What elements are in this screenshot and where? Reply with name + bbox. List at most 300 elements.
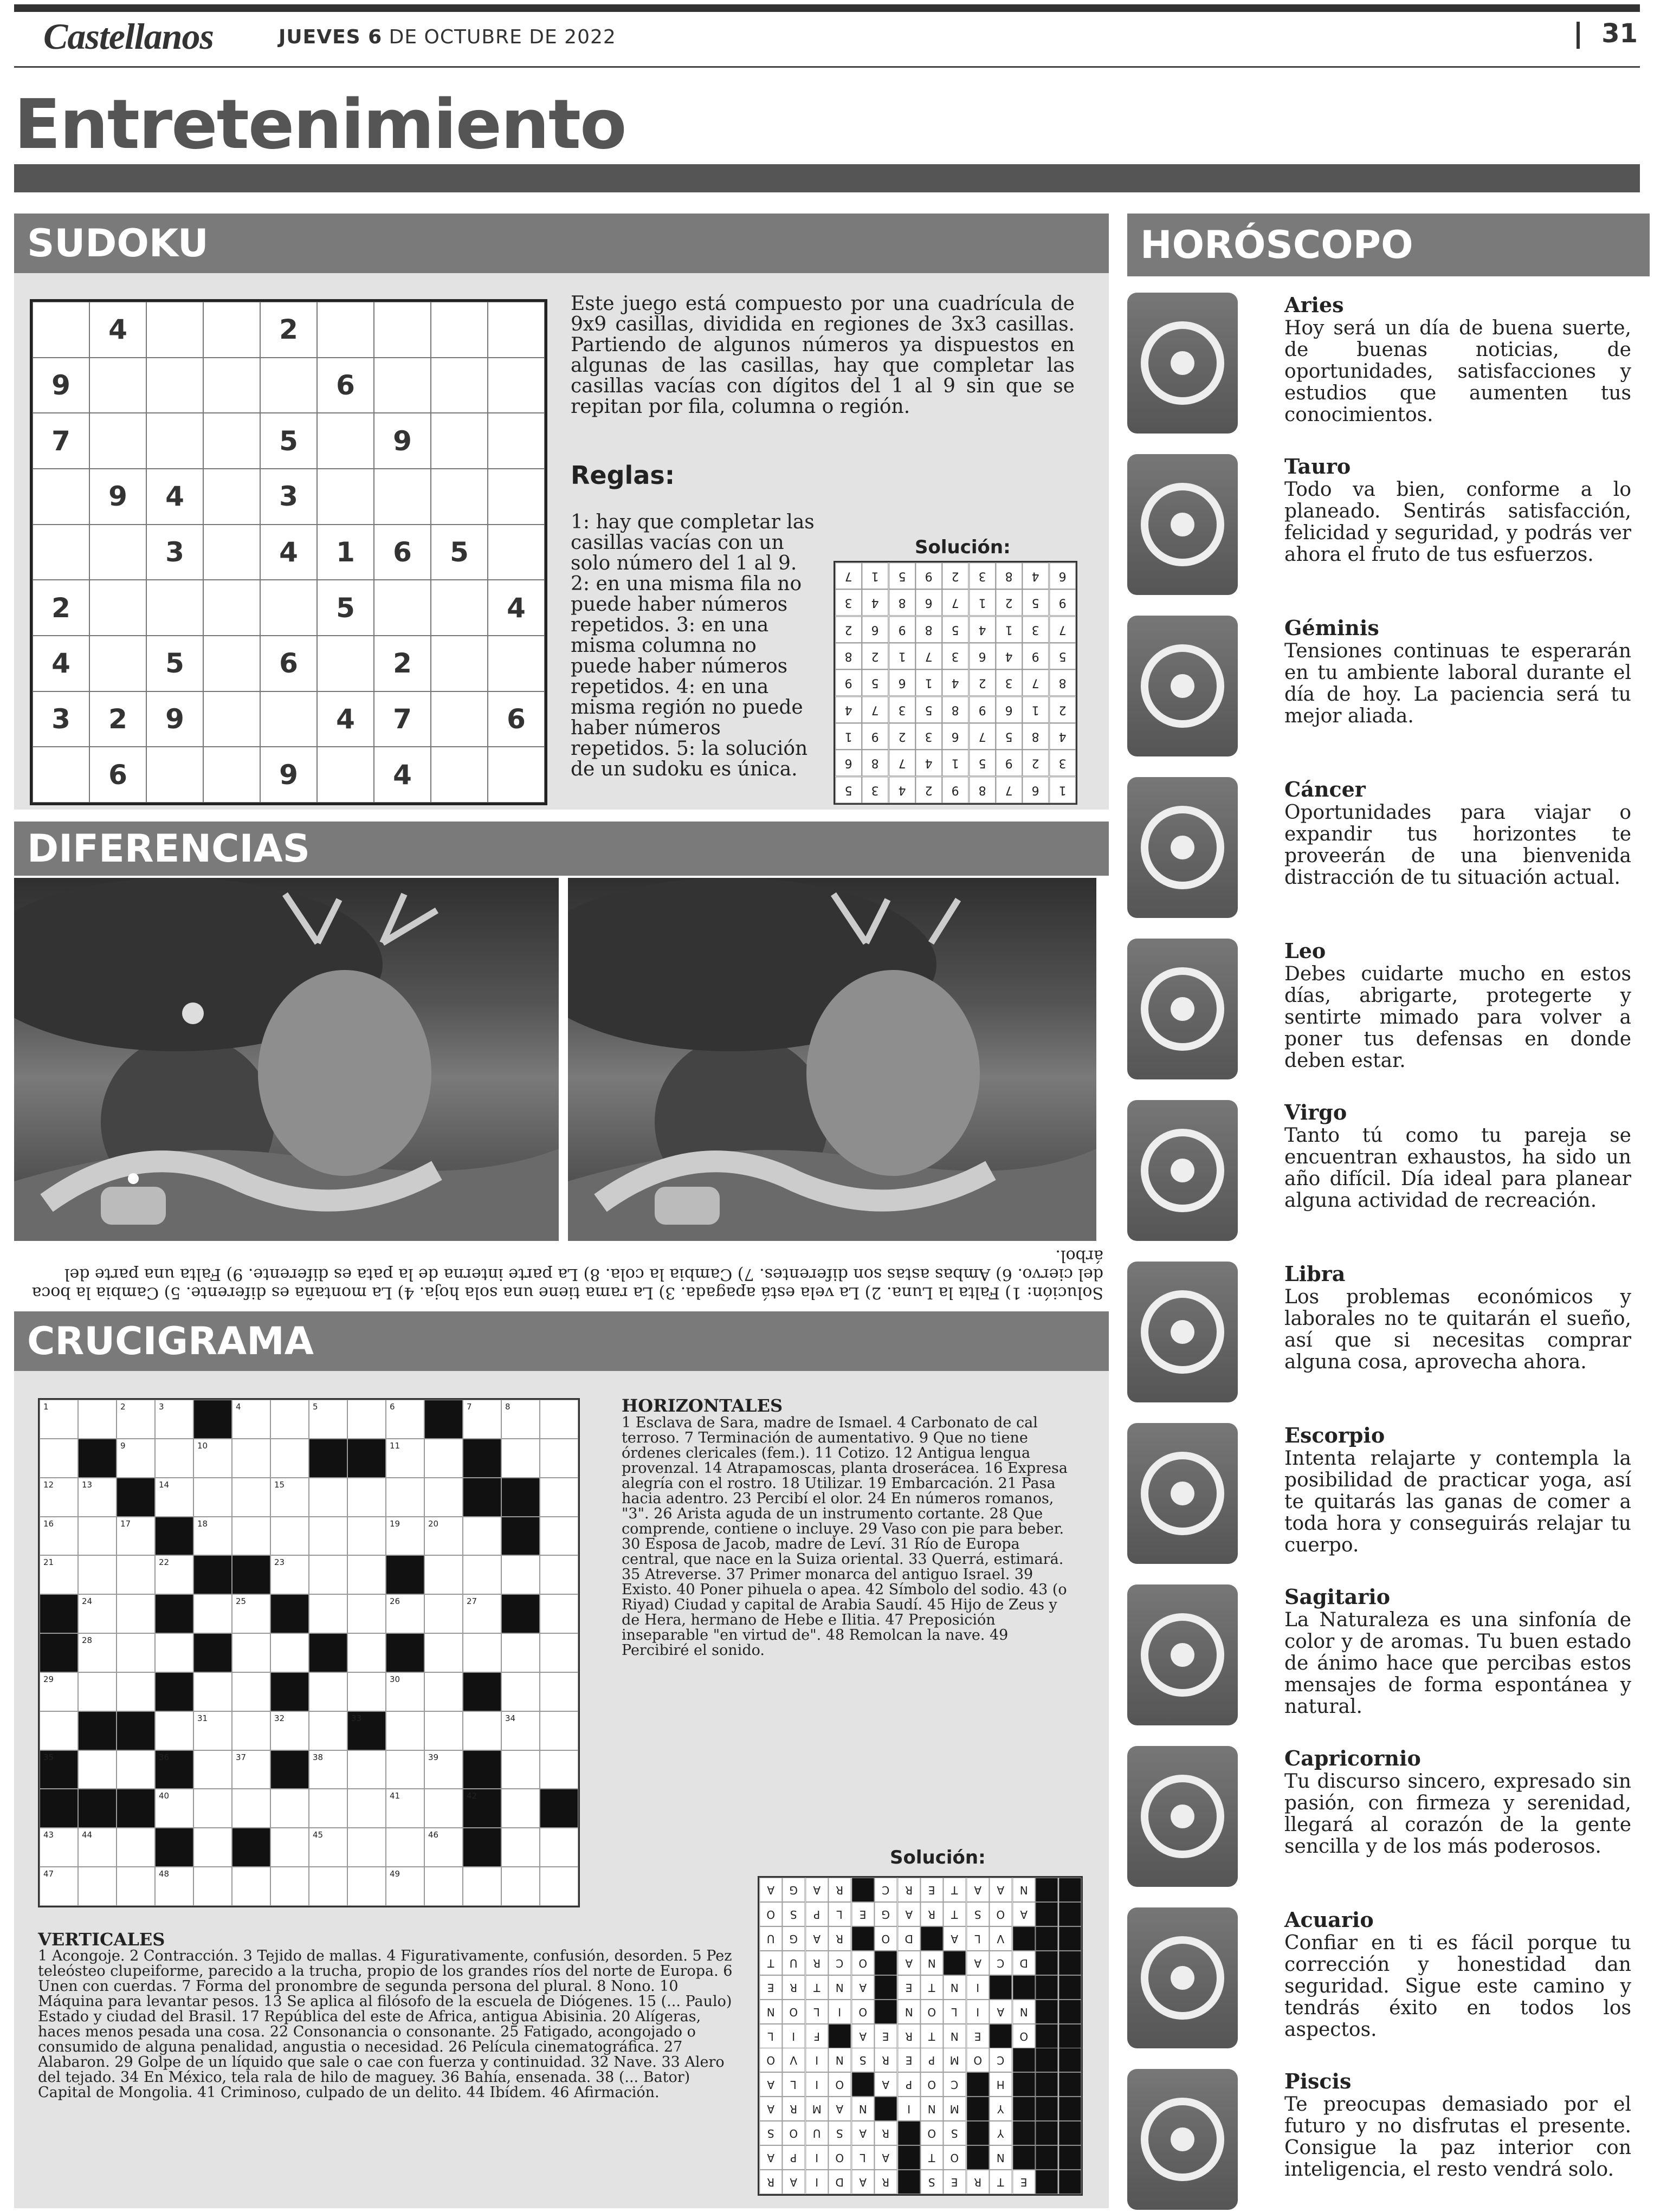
- crossword-solution-cell: R: [897, 2024, 920, 2048]
- crossword-cell: [155, 1594, 193, 1633]
- crossword-solution-cell: [874, 2097, 897, 2121]
- crossword-cell: [155, 1439, 193, 1478]
- crossword-solution-cell: O: [1012, 2024, 1035, 2048]
- sudoku-cell: 3: [33, 691, 89, 747]
- sudoku-solution-cell: 5: [1049, 643, 1076, 669]
- crossword-cell: [40, 1478, 78, 1517]
- crossword-solution-cell: [1035, 1878, 1058, 1902]
- section-bar: [14, 164, 1640, 192]
- sudoku-cell: [146, 747, 203, 803]
- diferencias-header: DIFERENCIAS: [14, 822, 1109, 876]
- crossword-cell-number: 42: [467, 1791, 477, 1801]
- crossword-cell-number: 29: [43, 1674, 54, 1684]
- crossword-cell-number: 31: [197, 1713, 208, 1723]
- sudoku-cell: [89, 580, 146, 636]
- crossword-cell: [501, 1517, 540, 1556]
- crossword-cell: [347, 1867, 386, 1906]
- horoscope-sign-text: Tu discurso sincero, expresado sin pasión, con firmeza y serenidad, llegará al corazón de la gente sencilla y de los más poderosos.: [1284, 1770, 1631, 1858]
- sudoku-solution-cell: 4: [835, 696, 862, 723]
- crossword-cell: [463, 1517, 501, 1556]
- crossword-solution-cell: [897, 2145, 920, 2170]
- crossword-cell-number: 3: [159, 1402, 164, 1412]
- horoscope-sign-name: Libra: [1284, 1262, 1346, 1286]
- crossword-solution-cell: E: [920, 1878, 943, 1902]
- crossword-solution-cell: A: [759, 1878, 782, 1902]
- crossword-cell: [155, 1400, 193, 1439]
- sudoku-cell: 4: [317, 691, 374, 747]
- sudoku-cell: [260, 691, 317, 747]
- sudoku-solution-cell: 8: [862, 749, 888, 776]
- horoscope-sign-name: Cáncer: [1284, 777, 1366, 801]
- sudoku-solution-cell: 9: [969, 696, 996, 723]
- sudoku-cell: [488, 525, 545, 580]
- sudoku-cell: 4: [146, 469, 203, 525]
- crossword-solution-cell: T: [759, 1951, 782, 1975]
- sudoku-cell: [203, 413, 260, 469]
- crossword-cell: [270, 1439, 309, 1478]
- crossword-cell-number: 20: [428, 1518, 439, 1529]
- sudoku-cell: [203, 302, 260, 358]
- sudoku-solution-cell: 5: [1022, 589, 1049, 616]
- crossword-cell: [386, 1594, 424, 1633]
- crossword-solution-cell: [874, 2000, 897, 2024]
- sudoku-cell: [431, 469, 488, 525]
- crossword-cell-number: 26: [390, 1596, 400, 1607]
- crossword-solution-cell: O: [759, 2048, 782, 2072]
- sudoku-solution-cell: 3: [835, 589, 862, 616]
- crossword-solution-cell: T: [920, 2145, 943, 2170]
- sudoku-cell: [146, 302, 203, 358]
- crossword-cell: [386, 1789, 424, 1828]
- sudoku-cell: [431, 580, 488, 636]
- crossword-cell-number: 24: [82, 1596, 93, 1607]
- crossword-solution-cell: U: [805, 2121, 828, 2145]
- crossword-solution-cell: L: [805, 2000, 828, 2024]
- crossword-solution-cell: A: [897, 1902, 920, 1926]
- crossword-cell-number: 5: [313, 1402, 318, 1412]
- crossword-cell: [155, 1555, 193, 1594]
- crossword-cell: [463, 1400, 501, 1439]
- sudoku-solution-cell: 7: [1049, 616, 1076, 643]
- crossword-cell: [232, 1750, 270, 1789]
- crossword-cell: [78, 1750, 117, 1789]
- crossword-grid: [38, 1398, 580, 1907]
- crossword-cell-number: 36: [159, 1752, 170, 1762]
- sudoku-solution-cell: 3: [862, 777, 888, 803]
- sudoku-cell: [203, 636, 260, 691]
- sudoku-cell: 4: [89, 302, 146, 358]
- crossword-cell: [270, 1750, 309, 1789]
- crossword-solution-cell: [851, 2072, 874, 2097]
- crossword-solution-cell: R: [805, 1951, 828, 1975]
- crossword-solution-cell: S: [828, 2121, 851, 2145]
- sudoku-cell: [33, 302, 89, 358]
- crossword-cell-number: 22: [159, 1557, 170, 1568]
- crossword-cell: [501, 1750, 540, 1789]
- horoscope-sign-text: Oportunidades para viajar o expandir tus horizontes te proveerán de una bienvenida distracción de tu situación actual.: [1284, 801, 1631, 889]
- sudoku-solution-cell: 1: [862, 562, 888, 589]
- crossword-cell: [270, 1789, 309, 1828]
- crossword-solution-cell: A: [759, 2097, 782, 2121]
- sudoku-solution-cell: 6: [862, 616, 888, 643]
- horoscope-sign-text: Hoy será un día de buena suerte, de buenas noticias, de oportunidades, satisfacciones y estudios que aumenten tus conocimientos.: [1284, 317, 1631, 426]
- crossword-solution-cell: C: [989, 1951, 1012, 1975]
- crossword-cell: [386, 1555, 424, 1594]
- sudoku-cell: 6: [374, 525, 431, 580]
- sudoku-cell: 5: [431, 525, 488, 580]
- crossword-solution-cell: E: [759, 1975, 782, 2000]
- crossword-cell: [386, 1711, 424, 1750]
- sudoku-solution-cell: 6: [969, 643, 996, 669]
- crossword-cell: [424, 1555, 463, 1594]
- crossword-solution-cell: A: [805, 1926, 828, 1951]
- crossword-solution-cell: T: [989, 2170, 1012, 2194]
- sudoku-grid: [30, 299, 547, 805]
- crossword-cell-number: 28: [82, 1635, 93, 1646]
- crossword-cell: [540, 1789, 578, 1828]
- crossword-cell-number: 6: [390, 1402, 395, 1412]
- sudoku-solution-cell: 5: [942, 616, 968, 643]
- crossword-cell-number: 41: [390, 1791, 400, 1801]
- crossword-solution-cell: L: [851, 2145, 874, 2170]
- sudoku-cell: 2: [374, 636, 431, 691]
- sudoku-solution-cell: 2: [915, 777, 942, 803]
- dateline: JUEVES 6 DE OCTUBRE DE 2022: [279, 26, 616, 48]
- crossword-cell: [117, 1594, 155, 1633]
- crossword-cell: [386, 1750, 424, 1789]
- crossword-cell: [463, 1478, 501, 1517]
- sagittarius-icon: [1127, 1584, 1238, 1725]
- sudoku-cell: [431, 636, 488, 691]
- crossword-cell: [501, 1633, 540, 1672]
- crossword-solution-cell: [966, 2121, 989, 2145]
- sudoku-solution-cell: 8: [1022, 723, 1049, 749]
- sudoku-cell: 6: [488, 691, 545, 747]
- sudoku-cell: [374, 358, 431, 413]
- crossword-solution-cell: R: [782, 1975, 805, 2000]
- crossword-cell: [78, 1517, 117, 1556]
- crossword-cell-number: 7: [467, 1402, 472, 1412]
- crossword-solution-cell: [874, 1975, 897, 2000]
- leo-icon: [1127, 939, 1238, 1079]
- crossword-solution-cell: U: [759, 1926, 782, 1951]
- crossword-cell: [40, 1555, 78, 1594]
- crossword-cell-number: 1: [43, 1402, 49, 1412]
- sudoku-cell: [431, 413, 488, 469]
- crossword-cell: [270, 1400, 309, 1439]
- crossword-cell: [424, 1633, 463, 1672]
- crossword-solution-cell: [1035, 2170, 1058, 2194]
- crossword-solution-cell: O: [943, 2145, 966, 2170]
- crossword-cell: [270, 1672, 309, 1711]
- sudoku-solution-cell: 9: [862, 723, 888, 749]
- crossword-solution-cell: [1035, 2024, 1058, 2048]
- crossword-cell: [40, 1867, 78, 1906]
- horoscope-sign-name: Tauro: [1284, 454, 1351, 478]
- sudoku-solution-cell: 4: [942, 669, 968, 696]
- sudoku-solution-cell: 7: [942, 589, 968, 616]
- crossword-solution-cell: C: [828, 1951, 851, 1975]
- crossword-solution-cell: O: [759, 1902, 782, 1926]
- crossword-solution-cell: N: [851, 2097, 874, 2121]
- crossword-solution-cell: I: [828, 2000, 851, 2024]
- crossword-solution-cell: L: [966, 1926, 989, 1951]
- sudoku-cell: [488, 358, 545, 413]
- crossword-solution-cell: A: [897, 1951, 920, 1975]
- crossword-cell: [347, 1828, 386, 1867]
- crossword-solution-cell: D: [1012, 1951, 1035, 1975]
- sudoku-solution-cell: 8: [835, 643, 862, 669]
- crossword-cell: [193, 1672, 232, 1711]
- crossword-cell: [347, 1555, 386, 1594]
- crossword-solution-cell: E: [874, 2024, 897, 2048]
- sudoku-solution-cell: 4: [969, 616, 996, 643]
- crossword-solution-cell: E: [966, 2024, 989, 2048]
- scorpio-icon: [1127, 1423, 1238, 1564]
- sudoku-solution-cell: 6: [1049, 562, 1076, 589]
- crossword-cell: [40, 1672, 78, 1711]
- crossword-cell: [463, 1828, 501, 1867]
- crossword-solution-cell: R: [828, 1878, 851, 1902]
- verticales-clues: 1 Acongoje. 2 Contracción. 3 Tejido de mallas. 4 Figurativamente, confusión, desorden. 5 Pez teleósteo clupeiforme, parecido a la truchа, propio de los grandes ríos del norte de Europa. 6 Unen con cuerdas. 7 Forma del pronombre de segunda persona del plural. 8 Nono. 10 Máquina para levantar pesos. 13 Se aplica al filósofo de la escuela de Diógenes. 15 (... Paulo) Estado y ciudad del Brasil. 17 República del este de Africa, antigua Abisinia. 20 Alígeras, haces menos pesada una cosa. 22 Consonancia o consonante. 25 Fatigado, acongojado o consumido de alguna penalidad, angustia o necesidad. 26 Película cinematográfica. 27 Alabaron. 29 Golpe de un líquido que sale o cae con fuerza y continuidad. 32 Nave. 33 Alero del tejado. 34 En México, tela rala de hilo de maguey. 36 Bahía, ensenada. 38 (... Bator) Capital de Mongolia. 41 Criminoso, culpado de un delito. 44 Ibídem. 46 Afirmación.: [38, 1948, 733, 2101]
- sudoku-solution-title: Solución:: [915, 536, 1011, 558]
- crossword-solution-grid: [758, 1876, 1083, 2196]
- crossword-solution-cell: [1035, 2000, 1058, 2024]
- sudoku-solution-cell: 1: [996, 616, 1022, 643]
- crossword-solution-cell: N: [828, 1975, 851, 2000]
- sudoku-cell: 6: [89, 747, 146, 803]
- crossword-cell: [232, 1439, 270, 1478]
- crossword-cell: [386, 1400, 424, 1439]
- crossword-cell: [424, 1711, 463, 1750]
- crossword-cell: [309, 1867, 347, 1906]
- sudoku-cell: [203, 747, 260, 803]
- crossword-cell: [78, 1594, 117, 1633]
- crossword-cell: [117, 1400, 155, 1439]
- gemini-icon: [1127, 616, 1238, 756]
- crossword-cell: [155, 1517, 193, 1556]
- sudoku-solution-cell: 9: [1049, 589, 1076, 616]
- crossword-solution-cell: N: [828, 2048, 851, 2072]
- crossword-cell: [232, 1633, 270, 1672]
- crossword-solution-cell: E: [851, 1902, 874, 1926]
- sudoku-solution-cell: 2: [1022, 749, 1049, 776]
- crossword-solution-cell: C: [874, 1878, 897, 1902]
- crossword-solution-cell: [1058, 2000, 1081, 2024]
- sudoku-cell: [488, 413, 545, 469]
- sudoku-solution-cell: 1: [942, 749, 968, 776]
- sudoku-cell: 5: [260, 413, 317, 469]
- crossword-solution-cell: [1012, 2097, 1035, 2121]
- crossword-cell: [193, 1633, 232, 1672]
- crossword-cell: [347, 1633, 386, 1672]
- crossword-cell-number: 25: [236, 1596, 247, 1607]
- crossword-cell: [424, 1750, 463, 1789]
- sudoku-cell: 3: [146, 525, 203, 580]
- crossword-cell: [424, 1867, 463, 1906]
- horoscope-sign-text: La Naturaleza es una sinfonía de color y de aromas. Tu buen estado de ánimo hace que percibas estos mensajes de forma espontánea y natural.: [1284, 1609, 1631, 1718]
- sudoku-cell: [33, 469, 89, 525]
- aquarius-icon: [1127, 1907, 1238, 2048]
- crossword-cell: [463, 1439, 501, 1478]
- crossword-cell: [270, 1633, 309, 1672]
- crossword-solution-cell: O: [989, 1902, 1012, 1926]
- sudoku-solution-cell: 5: [915, 696, 942, 723]
- sudoku-solution-cell: 4: [889, 777, 915, 803]
- sudoku-solution-cell: 3: [969, 562, 996, 589]
- crossword-cell: [463, 1750, 501, 1789]
- sudoku-cell: [488, 302, 545, 358]
- sudoku-cell: 6: [260, 636, 317, 691]
- sudoku-solution-cell: 9: [1022, 643, 1049, 669]
- crossword-cell: [117, 1633, 155, 1672]
- crossword-solution-cell: A: [851, 2121, 874, 2145]
- virgo-icon: [1127, 1100, 1238, 1241]
- crossword-solution-cell: A: [874, 2145, 897, 2170]
- crossword-cell-number: 47: [43, 1869, 54, 1879]
- crossword-cell-number: 35: [43, 1752, 54, 1762]
- crossword-cell: [232, 1517, 270, 1556]
- libra-icon: [1127, 1262, 1238, 1402]
- crossword-cell: [501, 1711, 540, 1750]
- crossword-cell: [540, 1439, 578, 1478]
- crossword-solution-cell: A: [828, 2097, 851, 2121]
- crossword-cell: [40, 1517, 78, 1556]
- crossword-cell-number: 11: [390, 1440, 400, 1451]
- crossword-cell: [232, 1555, 270, 1594]
- sudoku-solution-cell: 4: [1022, 562, 1049, 589]
- sudoku-solution-cell: 2: [1049, 696, 1076, 723]
- sudoku-cell: [203, 358, 260, 413]
- crossword-cell: [232, 1867, 270, 1906]
- crossword-cell: [193, 1400, 232, 1439]
- sudoku-solution-cell: 5: [862, 669, 888, 696]
- crossword-cell: [309, 1555, 347, 1594]
- crossword-solution-cell: S: [966, 1902, 989, 1926]
- crossword-solution-cell: L: [943, 2000, 966, 2024]
- sudoku-intro: Este juego está compuesto por una cuadrícula de 9x9 casillas, dividida en regiones de 3x3 casillas. Partiendo de algunos números ya dispuestos en algunas de las casillas, hay que completar las casillas vacías con dígitos del 1 al 9 sin que se repitan por fila, columna o región.: [571, 293, 1075, 418]
- crossword-cell: [540, 1750, 578, 1789]
- crossword-solution-cell: O: [782, 2000, 805, 2024]
- sudoku-solution-cell: 8: [915, 616, 942, 643]
- crossword-solution-cell: N: [1012, 1878, 1035, 1902]
- crossword-cell: [309, 1750, 347, 1789]
- crossword-solution-cell: [874, 1951, 897, 1975]
- sudoku-cell: [89, 636, 146, 691]
- crossword-solution-cell: N: [989, 2145, 1012, 2170]
- crossword-cell: [347, 1594, 386, 1633]
- crossword-cell: [540, 1672, 578, 1711]
- crossword-cell: [386, 1828, 424, 1867]
- crossword-cell: [40, 1594, 78, 1633]
- crossword-cell: [193, 1594, 232, 1633]
- sudoku-cell: 7: [33, 413, 89, 469]
- crossword-solution-cell: [1012, 2072, 1035, 2097]
- crossword-solution-cell: G: [782, 1878, 805, 1902]
- crossword-cell: [540, 1555, 578, 1594]
- crossword-cell: [270, 1478, 309, 1517]
- crossword-solution-cell: R: [874, 2170, 897, 2194]
- crossword-cell-number: 12: [43, 1479, 54, 1490]
- crossword-solution-cell: V: [782, 2048, 805, 2072]
- crossword-cell: [347, 1789, 386, 1828]
- crossword-solution-cell: [989, 1975, 1012, 2000]
- horoscopo-header: HORÓSCOPO: [1127, 214, 1650, 276]
- crossword-solution-cell: T: [943, 1902, 966, 1926]
- crossword-solution-cell: M: [943, 2097, 966, 2121]
- crossword-cell: [270, 1828, 309, 1867]
- horoscope-sign-name: Géminis: [1284, 616, 1379, 640]
- sudoku-cell: 3: [260, 469, 317, 525]
- crossword-cell: [540, 1633, 578, 1672]
- crossword-cell: [347, 1400, 386, 1439]
- diferencias-solution: Solución: 1) Falta la Luna. 2) La vela está apagada. 3) La rama tiene una sola hoja. 4) La montaña es diferente. 5) Cambia la boca del ciervo. 6) Ambas astas son diferentes. 7) Cambia la cola. 8) La parte interna de la pata es diferente. 9) Falta una parte del árbol.: [31, 1246, 1103, 1302]
- sudoku-cell: [260, 580, 317, 636]
- crossword-solution-cell: P: [782, 2145, 805, 2170]
- crossword-solution-cell: V: [989, 1926, 1012, 1951]
- verticales-title: VERTICALES: [38, 1929, 165, 1950]
- crossword-solution-cell: [1058, 1975, 1081, 2000]
- sudoku-cell: [431, 358, 488, 413]
- crossword-solution-cell: R: [759, 2170, 782, 2194]
- crossword-solution-cell: N: [943, 2024, 966, 2048]
- crossword-solution-cell: [1058, 2048, 1081, 2072]
- crossword-solution-cell: A: [782, 2170, 805, 2194]
- crossword-solution-cell: N: [920, 1951, 943, 1975]
- crossword-solution-cell: O: [874, 1926, 897, 1951]
- crossword-solution-cell: C: [989, 2048, 1012, 2072]
- crossword-cell: [540, 1478, 578, 1517]
- sudoku-solution-cell: 6: [996, 696, 1022, 723]
- sudoku-solution-grid: [834, 561, 1077, 805]
- crossword-solution-cell: L: [782, 2072, 805, 2097]
- crossword-cell: [117, 1478, 155, 1517]
- sudoku-solution-cell: 4: [862, 589, 888, 616]
- crossword-cell-number: 37: [236, 1752, 247, 1762]
- crossword-cell: [463, 1867, 501, 1906]
- crossword-cell: [424, 1672, 463, 1711]
- horoscope-sign-text: Tanto tú como tu pareja se encuentran exhaustos, ha sido un año difícil. Día ideal para planear alguna actividad de recreación.: [1284, 1124, 1631, 1212]
- crossword-solution-cell: [966, 2097, 989, 2121]
- sudoku-solution-cell: 8: [1049, 669, 1076, 696]
- sudoku-cell: 4: [33, 636, 89, 691]
- crossword-solution-cell: L: [828, 1902, 851, 1926]
- sudoku-solution-cell: 2: [862, 643, 888, 669]
- sudoku-solution-cell: 4: [1049, 723, 1076, 749]
- sudoku-solution-cell: 9: [996, 749, 1022, 776]
- crossword-solution-cell: R: [966, 2170, 989, 2194]
- crossword-cell: [501, 1555, 540, 1594]
- crossword-cell: [309, 1633, 347, 1672]
- sudoku-cell: [33, 525, 89, 580]
- sudoku-solution-cell: 6: [915, 589, 942, 616]
- crossword-cell-number: 32: [274, 1713, 285, 1723]
- crossword-solution-cell: O: [920, 2000, 943, 2024]
- crossword-solution-cell: L: [759, 2024, 782, 2048]
- crossword-solution-cell: [1058, 2097, 1081, 2121]
- crossword-cell: [193, 1555, 232, 1594]
- crossword-cell: [155, 1789, 193, 1828]
- crossword-cell: [232, 1711, 270, 1750]
- crossword-cell-number: 4: [236, 1402, 241, 1412]
- crossword-solution-cell: [1012, 1975, 1035, 2000]
- crossword-solution-cell: [1035, 2121, 1058, 2145]
- crossword-cell-number: 46: [428, 1830, 439, 1840]
- horoscope-sign-name: Leo: [1284, 939, 1326, 963]
- sudoku-solution-cell: 1: [889, 643, 915, 669]
- sudoku-cell: 9: [33, 358, 89, 413]
- taurus-icon: [1127, 454, 1238, 595]
